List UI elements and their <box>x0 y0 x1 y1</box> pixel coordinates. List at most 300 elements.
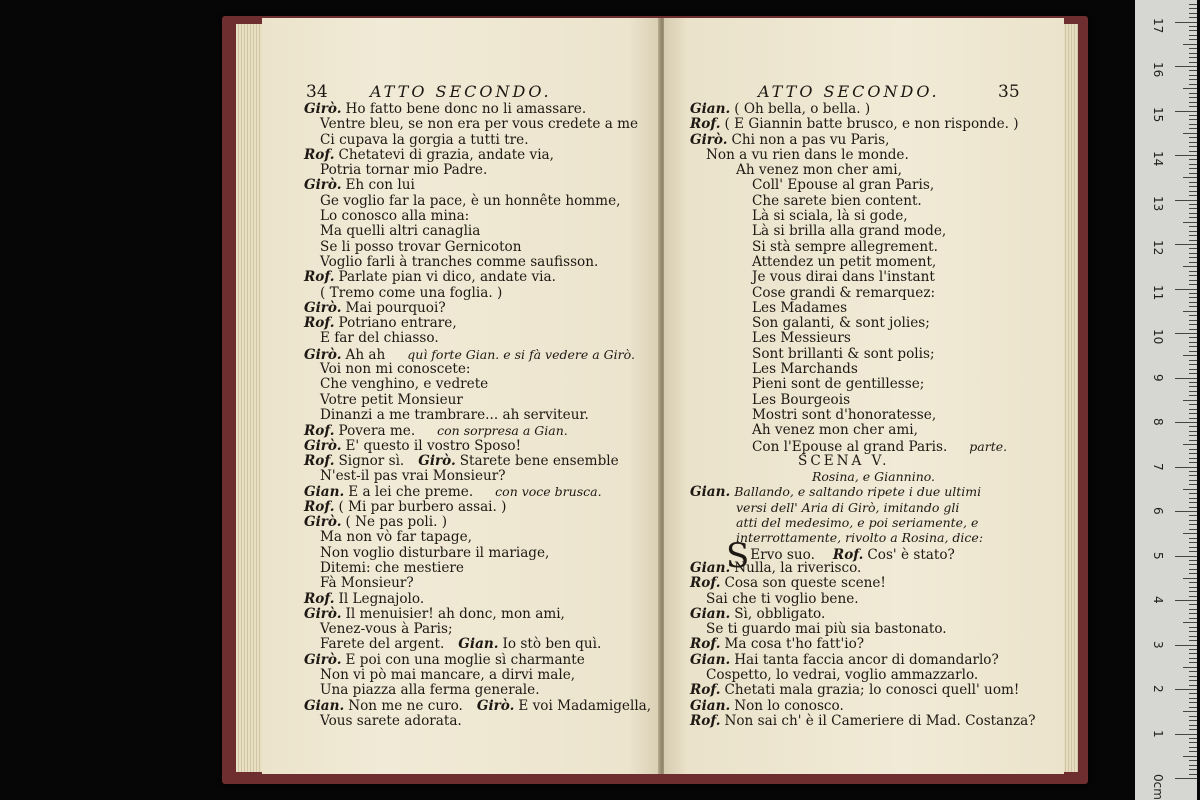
line-text: Fà Monsieur? <box>320 575 414 592</box>
ruler-tick <box>1183 177 1197 178</box>
ruler-tick <box>1189 413 1197 414</box>
speaker-label: Gian. <box>690 484 731 501</box>
line-text: Les Madames <box>752 299 848 316</box>
ruler-tick <box>1189 151 1197 152</box>
text-line <box>304 530 651 545</box>
ruler-tick <box>1189 662 1197 663</box>
speaker-label: Rof. <box>690 682 721 699</box>
text-line <box>304 362 651 377</box>
ruler-tick <box>1189 542 1197 543</box>
stage-direction-text: atti del medesimo, e poi seriamente, e <box>736 515 979 531</box>
line-text: Là si brilla alla grand mode, <box>752 223 947 240</box>
ruler-tick <box>1189 391 1197 392</box>
ruler-tick <box>1189 449 1197 450</box>
line-text: Voglio farli à tranches comme saufisson. <box>320 253 599 270</box>
line-text: Nulla, la riverisco. <box>734 559 862 576</box>
ruler-tick <box>1189 124 1197 125</box>
speaker-label: Gian. <box>458 636 499 653</box>
ruler-tick <box>1183 133 1197 134</box>
ruler-tick <box>1183 44 1197 45</box>
ruler-tick <box>1189 75 1197 76</box>
ruler-tick <box>1189 8 1197 9</box>
line-text: Cose grandi & remarquez: <box>752 284 936 301</box>
ruler-tick <box>1189 173 1197 174</box>
ruler-tick <box>1189 386 1197 387</box>
ruler-tick <box>1183 489 1197 490</box>
ruler-tick <box>1189 475 1197 476</box>
speaker-label: Gian. <box>304 697 345 714</box>
line-text: Se li posso trovar Gernicoton <box>320 238 522 255</box>
ruler-label: 4 <box>1151 596 1165 604</box>
right-text-block <box>690 102 1036 729</box>
ruler-tick <box>1189 297 1197 298</box>
speaker-label: Gian. <box>690 605 731 622</box>
ruler-tick <box>1183 311 1197 312</box>
page-edges-right <box>1062 24 1078 772</box>
line-text: Pieni sont de gentillesse; <box>752 376 925 393</box>
ruler-label: 1 <box>1151 729 1165 738</box>
ruler-tick <box>1189 671 1197 672</box>
speaker-label: Rof. <box>304 146 335 163</box>
speaker-label: Rof. <box>304 452 335 469</box>
line-text: Eh con lui <box>345 177 415 194</box>
stage-direction-text: interrottamente, rivolto a Rosina, dice: <box>736 530 984 546</box>
speaker-label: Gian. <box>690 651 731 668</box>
ruler-tick <box>1189 195 1197 196</box>
text-line <box>304 393 651 408</box>
ruler-tick <box>1189 547 1197 548</box>
line-text: Ventre bleu, se non era per vous credete a me <box>320 116 639 133</box>
line-text: Cospetto, lo vedrai, voglio ammazzarlo. <box>706 666 979 683</box>
line-text: Signor sì. <box>338 452 405 469</box>
line-text: Ma quelli altri canaglia <box>320 223 481 240</box>
ruler-tick <box>1189 653 1197 654</box>
stage-direction: parte. <box>969 438 1008 454</box>
ruler-tick <box>1189 115 1197 116</box>
line-text: N'est-il pas vrai Monsieur? <box>320 468 506 485</box>
ruler-tick <box>1189 725 1197 726</box>
ruler-tick <box>1189 409 1197 410</box>
text-line <box>690 133 1036 148</box>
ruler-tick <box>1189 337 1197 338</box>
right-running-header: ATTO SECONDO. <box>758 82 940 101</box>
text-line <box>304 316 651 331</box>
stage-direction-line <box>690 515 1036 530</box>
line-text: Ma cosa t'ho fatt'io? <box>724 636 865 653</box>
line-text: Je vous dirai dans l'instant <box>752 269 935 286</box>
text-line <box>304 439 651 454</box>
ruler-tick <box>1189 382 1197 383</box>
line-text: Coll' Epouse al gran Paris, <box>752 177 935 194</box>
ruler-tick <box>1189 320 1197 321</box>
scene-title: SCENA V. <box>798 452 890 469</box>
line-text: E' questo il vostro Sposo! <box>345 437 522 454</box>
ruler-tick <box>1189 698 1197 699</box>
text-line <box>304 117 651 132</box>
line-text: Là si sciala, là si gode, <box>752 208 908 225</box>
text-line <box>304 668 651 683</box>
ruler-tick <box>1189 529 1197 530</box>
ruler-tick <box>1189 57 1197 58</box>
ruler-tick <box>1189 742 1197 743</box>
ruler-tick <box>1189 569 1197 570</box>
ruler-label: 7 <box>1151 462 1165 471</box>
ruler-tick <box>1175 778 1197 779</box>
text-line <box>304 561 651 576</box>
text-line <box>690 163 1036 178</box>
ruler-tick <box>1189 119 1197 120</box>
ruler-tick <box>1189 342 1197 343</box>
line-text: ( E Giannin batte brusco, e non risponde. ) <box>724 116 1019 133</box>
speaker-label: Rof. <box>690 636 721 653</box>
ruler-tick <box>1189 404 1197 405</box>
line-text: Les Bourgeois <box>752 391 851 408</box>
text-line <box>690 592 1036 607</box>
ruler-tick <box>1189 93 1197 94</box>
ruler-tick <box>1189 493 1197 494</box>
ruler-tick <box>1175 22 1197 23</box>
ruler-tick <box>1175 244 1197 245</box>
speaker-label: Rof. <box>304 498 335 515</box>
text-line <box>690 224 1036 239</box>
ruler-tick <box>1175 645 1197 646</box>
line-text: Starete bene ensemble <box>459 452 619 469</box>
ruler-tick <box>1175 467 1197 468</box>
ruler-tick <box>1189 235 1197 236</box>
ruler-tick <box>1189 440 1197 441</box>
ruler-tick <box>1189 79 1197 80</box>
ruler-tick <box>1189 640 1197 641</box>
ruler-label: 9 <box>1151 373 1165 382</box>
ruler-tick <box>1189 418 1197 419</box>
ruler-tick <box>1189 168 1197 169</box>
line-text: Voi non mi conoscete: <box>320 361 471 378</box>
text-line <box>304 576 651 591</box>
left-page-number: 34 <box>306 82 328 102</box>
ruler-tick <box>1183 711 1197 712</box>
ruler-tick <box>1175 511 1197 512</box>
ruler-tick <box>1189 17 1197 18</box>
ruler-tick <box>1189 520 1197 521</box>
line-text: E poi con una moglie sì charmante <box>345 651 585 668</box>
ruler-tick <box>1189 373 1197 374</box>
text-line <box>304 622 651 637</box>
ruler-tick <box>1189 515 1197 516</box>
speaker-label: Gian. <box>690 559 731 576</box>
ruler-tick <box>1189 596 1197 597</box>
ruler-tick <box>1189 631 1197 632</box>
line-text: Cosa son queste scene! <box>724 575 886 592</box>
text-line <box>690 637 1036 652</box>
line-text: Ah venez mon cher ami, <box>752 422 918 439</box>
line-text: Non sai ch' è il Cameriere di Mad. Costanza? <box>724 712 1036 729</box>
stage-direction-line <box>690 484 1036 499</box>
ruler-tick <box>1189 564 1197 565</box>
ruler-label: 2 <box>1151 685 1165 693</box>
ruler-tick <box>1183 355 1197 356</box>
speaker-label: Rof. <box>304 590 335 607</box>
ruler-tick <box>1189 102 1197 103</box>
line-text: Ci cupava la gorgia a tutti tre. <box>320 131 529 148</box>
ruler-tick <box>1189 507 1197 508</box>
line-text: Les Marchands <box>752 361 858 378</box>
ruler-tick <box>1189 480 1197 481</box>
text-line <box>304 148 651 163</box>
speaker-label: Rof. <box>304 315 335 332</box>
line-text: ( Tremo come una foglia. ) <box>320 284 503 301</box>
speaker-label: Gian. <box>304 484 345 501</box>
ruler-tick <box>1189 458 1197 459</box>
speaker-label: Girò. <box>418 452 456 469</box>
ruler-tick <box>1189 35 1197 36</box>
ruler-tick <box>1189 39 1197 40</box>
speaker-label: Rof. <box>304 269 335 286</box>
text-line <box>690 439 1036 454</box>
ruler-tick <box>1189 26 1197 27</box>
text-line <box>304 224 651 239</box>
line-text: Il menuisier! ah donc, mon ami, <box>345 605 565 622</box>
ruler-tick <box>1175 422 1197 423</box>
ruler-tick <box>1189 751 1197 752</box>
ruler-tick <box>1183 622 1197 623</box>
line-text: Lo conosco alla mina: <box>320 208 470 225</box>
ruler-tick <box>1189 609 1197 610</box>
ruler-tick <box>1189 685 1197 686</box>
right-page-number: 35 <box>998 82 1020 102</box>
ruler-tick <box>1189 306 1197 307</box>
text-line <box>304 286 651 301</box>
text-line <box>304 270 651 285</box>
text-line <box>304 178 651 193</box>
ruler-tick <box>1189 53 1197 54</box>
ruler-tick <box>1189 618 1197 619</box>
ruler-label: 0cm <box>1151 774 1165 800</box>
ruler-tick <box>1189 551 1197 552</box>
ruler-tick <box>1183 400 1197 401</box>
line-text: Sont brillanti & sont polis; <box>752 345 935 362</box>
line-text: Chetatevi di grazia, andate via, <box>338 146 554 163</box>
text-line <box>690 622 1036 637</box>
ruler-tick <box>1189 769 1197 770</box>
ruler-tick <box>1189 604 1197 605</box>
ruler-tick <box>1189 146 1197 147</box>
ruler-tick <box>1189 142 1197 143</box>
stage-direction: con voce brusca. <box>495 484 602 500</box>
ruler-tick <box>1183 756 1197 757</box>
line-text: Se ti guardo mai più sia bastonato. <box>706 621 947 638</box>
ruler-tick <box>1189 364 1197 365</box>
line-text: Si stà sempre allegrement. <box>752 238 938 255</box>
speaker-label: Rof. <box>690 712 721 729</box>
ruler-tick <box>1189 13 1197 14</box>
line-text: Ditemi: che mestiere <box>320 559 464 576</box>
text-line <box>690 699 1036 714</box>
text-line <box>690 194 1036 209</box>
speaker-label: Gian. <box>690 697 731 714</box>
ruler-tick <box>1189 84 1197 85</box>
speaker-label: Girò. <box>690 131 728 148</box>
drop-capital: S <box>726 535 750 576</box>
line-text: Attendez un petit moment, <box>752 253 937 270</box>
ruler-tick <box>1189 226 1197 227</box>
text-line <box>304 133 651 148</box>
text-line <box>690 377 1036 392</box>
line-text: Ge voglio far la pace, è un honnête homme, <box>320 192 621 209</box>
text-line <box>304 515 651 530</box>
text-line <box>304 255 651 270</box>
line-text: Povera me. <box>338 423 416 440</box>
line-text: Parlate pian vi dico, andate via. <box>338 269 556 286</box>
speaker-label: Gian. <box>690 101 731 117</box>
text-line <box>304 209 651 224</box>
speaker-label: Rof. <box>690 116 721 133</box>
line-text: Chi non a pas vu Paris, <box>731 131 890 148</box>
ruler-tick <box>1189 128 1197 129</box>
ruler-label: 6 <box>1151 507 1165 515</box>
ruler-tick <box>1189 231 1197 232</box>
text-line <box>690 714 1036 729</box>
ruler-tick <box>1183 222 1197 223</box>
line-text: Non lo conosco. <box>734 697 844 714</box>
ruler-tick <box>1175 66 1197 67</box>
ruler-tick <box>1189 30 1197 31</box>
ruler-tick <box>1189 395 1197 396</box>
line-text: Non voglio disturbare il mariage, <box>320 544 550 561</box>
text-line <box>304 377 651 392</box>
line-text: Mai pourquoi? <box>345 299 446 316</box>
stage-direction-text: versi dell' Aria di Girò, imitando gli <box>736 499 960 515</box>
text-line <box>304 469 651 484</box>
line-text: Venez-vous à Paris; <box>320 621 453 638</box>
ruler-tick <box>1189 613 1197 614</box>
ruler-tick <box>1189 280 1197 281</box>
text-line <box>304 301 651 316</box>
ruler-tick <box>1189 48 1197 49</box>
ruler-tick <box>1183 578 1197 579</box>
ruler-tick <box>1189 729 1197 730</box>
text-line <box>304 699 651 714</box>
text-line <box>304 331 651 346</box>
line-text: Non vi pò mai mancare, a dirvi male, <box>320 666 576 683</box>
text-line <box>304 607 651 622</box>
ruler-tick <box>1175 556 1197 557</box>
ruler-tick <box>1183 667 1197 668</box>
ruler-label: 15 <box>1151 106 1165 122</box>
text-line <box>304 653 651 668</box>
text-line <box>304 592 651 607</box>
ruler-label: 16 <box>1151 62 1165 78</box>
text-line <box>690 423 1036 438</box>
ruler-label: 10 <box>1151 329 1165 345</box>
line-text: E far del chiasso. <box>320 330 439 347</box>
ruler-tick <box>1189 329 1197 330</box>
ruler-tick <box>1183 444 1197 445</box>
right-page <box>664 18 1064 774</box>
ruler-tick <box>1189 253 1197 254</box>
ruler-tick <box>1175 600 1197 601</box>
stage-direction: con sorpresa a Gian. <box>437 423 568 439</box>
text-line <box>690 347 1036 362</box>
speaker-label: Girò. <box>304 177 342 194</box>
ruler-label: 8 <box>1151 418 1165 426</box>
ruler-tick <box>1189 240 1197 241</box>
ruler-tick <box>1183 266 1197 267</box>
ruler-tick <box>1189 774 1197 775</box>
ruler-tick <box>1189 676 1197 677</box>
speaker-label: Girò. <box>304 651 342 668</box>
ruler-tick <box>1189 573 1197 574</box>
text-line <box>304 484 651 499</box>
line-text: Con l'Epouse al grand Paris. <box>752 438 948 455</box>
text-line <box>690 362 1036 377</box>
line-text: Mostri sont d'honoratesse, <box>752 406 937 423</box>
ruler-tick <box>1189 293 1197 294</box>
ruler-tick <box>1189 182 1197 183</box>
text-line <box>304 102 651 117</box>
line-text: E voi Madamigella, <box>518 697 652 714</box>
text-line <box>690 148 1036 163</box>
ruler-tick <box>1189 431 1197 432</box>
text-line <box>304 194 651 209</box>
ruler-tick <box>1189 760 1197 761</box>
text-line <box>304 408 651 423</box>
ruler-tick <box>1189 582 1197 583</box>
ruler-tick <box>1189 498 1197 499</box>
line-text: Vous sarete adorata. <box>320 712 462 729</box>
ruler-tick <box>1175 689 1197 690</box>
ruler-tick <box>1175 289 1197 290</box>
text-line <box>690 683 1036 698</box>
ruler-tick <box>1189 271 1197 272</box>
ruler-tick <box>1189 62 1197 63</box>
line-text: Ah venez mon cher ami, <box>736 162 902 179</box>
speaker-label: Girò. <box>304 514 342 531</box>
line-text: Una piazza alla ferma generale. <box>320 682 540 699</box>
text-line <box>304 500 651 515</box>
text-line <box>690 668 1036 683</box>
speaker-label: Girò. <box>304 299 342 316</box>
left-page <box>262 18 660 774</box>
text-line <box>690 240 1036 255</box>
ruler-tick <box>1183 533 1197 534</box>
measuring-ruler <box>1135 0 1197 800</box>
ruler-tick <box>1175 200 1197 201</box>
text-line <box>304 163 651 178</box>
text-line <box>690 255 1036 270</box>
ruler-tick <box>1189 738 1197 739</box>
speaker-label: Girò. <box>304 101 342 117</box>
speaker-label: Girò. <box>304 605 342 622</box>
ruler-tick <box>1189 702 1197 703</box>
line-text: Ervo suo. <box>750 546 815 563</box>
ruler-label: 3 <box>1151 640 1165 649</box>
ruler-tick <box>1189 435 1197 436</box>
ruler-tick <box>1189 346 1197 347</box>
ruler-tick <box>1189 262 1197 263</box>
text-line <box>690 286 1036 301</box>
ruler-tick <box>1189 351 1197 352</box>
text-line <box>690 301 1036 316</box>
line-text: Sai che ti voglio bene. <box>706 590 859 607</box>
stage-direction: quì forte Gian. e si fà vedere a Girò. <box>407 346 635 362</box>
ruler-label: 5 <box>1151 551 1165 560</box>
text-line <box>690 117 1036 132</box>
ruler-tick <box>1189 693 1197 694</box>
ruler-label: 13 <box>1151 195 1165 211</box>
line-text: Che venghino, e vedrete <box>320 376 489 393</box>
ruler-tick <box>1189 484 1197 485</box>
line-text: E a lei che preme. <box>348 484 474 501</box>
